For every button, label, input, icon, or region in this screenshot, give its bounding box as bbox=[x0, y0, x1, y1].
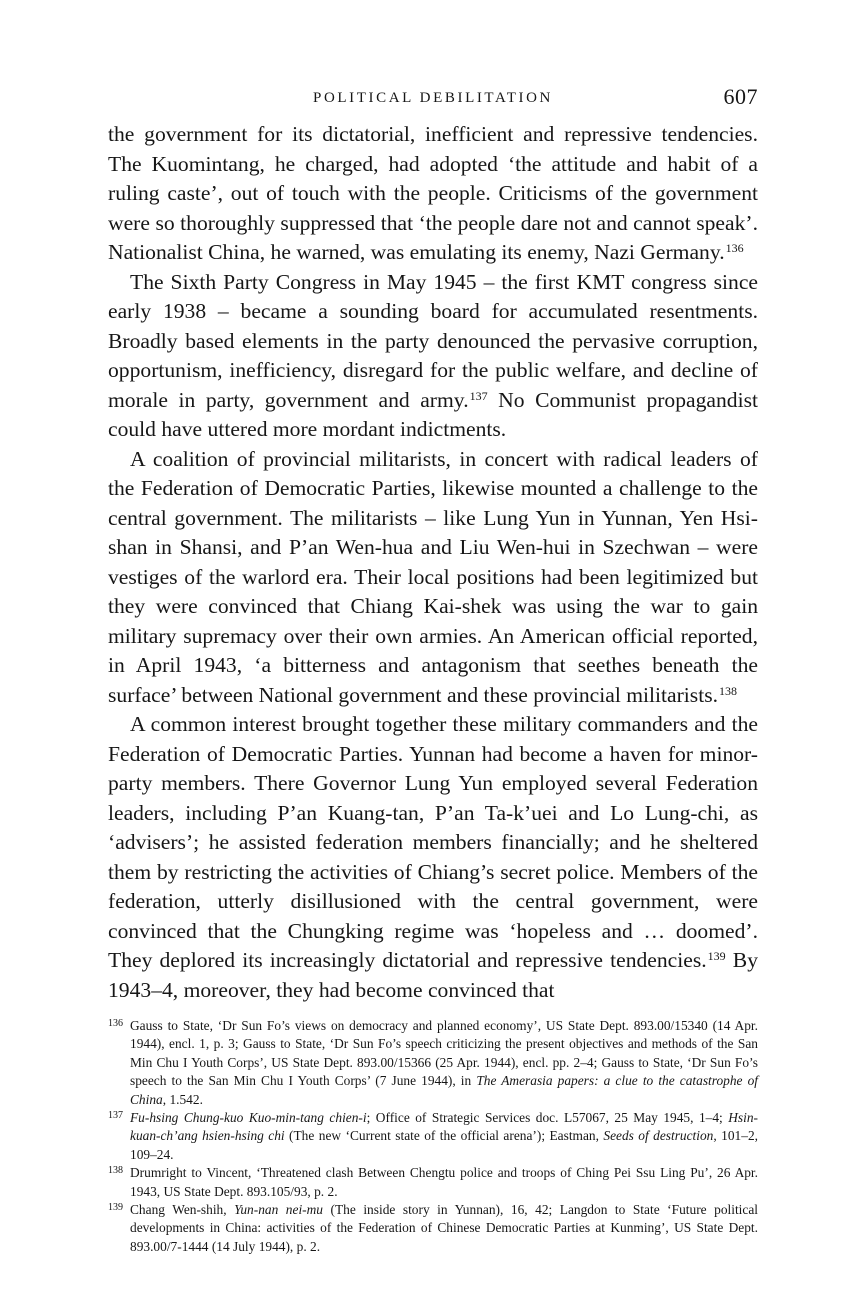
paragraph: A common interest brought together these military commanders and the Federation of Democratic Parties. Yunnan had become a haven for minor-party members. There Governor Lung Yun employed several Federation leaders, including P’an Kuang-tan, P’an Ta-k’uei and Lo Lung-chi, as ‘advisers’; he assisted federation members financially; and he sheltered them by restricting the activities of Chiang’s secret police. Members of the federation, utterly disillusioned with the central government, were convinced that the Chungking regime was ‘hopeless and … doomed’. They deplored its increasingly dictatorial and repressive tendencies.$^{139}$ By 1943–4, moreover, they had become convinced that bbox=[108, 712, 758, 1002]
footnote-number: 136 bbox=[108, 1018, 123, 1029]
footnote: 137 Fu-hsing Chung-kuo Kuo-min-tang chien-i; Office of Strategic Services doc. L57067, 25 May 1945, 1–4; Hsin-kuan-ch’ang hsien-hsing chi (The new ‘Current state of the official arena’); Eastman, Seeds of destruction, 101–2, 109–24. bbox=[108, 1110, 758, 1162]
page-number: 607 bbox=[723, 84, 758, 109]
running-title: POLITICAL DEBILITATION bbox=[313, 90, 553, 106]
footnote: 136 Gauss to State, ‘Dr Sun Fo’s views on democracy and planned economy’, US State Dept. 893.00/15340 (14 Apr. 1944), encl. 1, p. 3; Gauss to State, ‘Dr Sun Fo’s speech criticizing the present objectives and methods of the San Min Chu I Youth Corps’, US State Dept. 893.00/15366 (25 Apr. 1944), encl. pp. 2–4; Gauss to State, ‘Dr Sun Fo’s speech to the San Min Chu I Youth Corps’ (7 June 1944), in The Amerasia papers: a clue to the catastrophe of China, 1.542. bbox=[108, 1018, 758, 1107]
footnotes bbox=[108, 1017, 758, 1256]
footnote-number: 137 bbox=[108, 1110, 123, 1122]
footnote-reference: 137 bbox=[469, 388, 488, 403]
footnote: 139 Chang Wen-shih, Yun-nan nei-mu (The inside story in Yunnan), 16, 42; Langdon to State ‘Future political developments in China: activities of the Federation of Chinese Democratic Parties at Kunming’, US State Dept. 893.00/7-1444 (14 July 1944), p. 2. bbox=[108, 1202, 759, 1254]
footnote-reference: 138 bbox=[719, 683, 738, 698]
paragraph: The Sixth Party Congress in May 1945 – the first KMT congress since early 1938 – became a sounding board for accumulated resentments. Broadly based elements in the party denounced the pervasive corruption, opportunism, inefficiency, disregard for the public welfare, and decline of morale in party, government and army.$^{137}$ No Communist propagandist could have uttered more mordant indictments. bbox=[108, 269, 758, 441]
footnote-number: 139 bbox=[108, 1202, 123, 1214]
footnote-number: 138 bbox=[108, 1165, 123, 1177]
footnote-reference: 136 bbox=[725, 241, 744, 256]
paragraph: A coalition of provincial militarists, in concert with radical leaders of the Federation of Democratic Parties, likewise mounted a challenge to the central government. The militarists – like Lung Yun in Yunnan, Yen Hsi-shan in Shansi, and P’an Wen-hua and Liu Wen-hui in Szechwan – were vestiges of the warlord era. Their local positions had been legitimized but they were convinced that Chiang Kai-shek was using the war to gain military supremacy over their own armies. An American official reported, in April 1943, ‘a bitterness and antagonism that seethes beneath the surface’ between National government and these provincial militarists.$^{138}$ bbox=[108, 446, 758, 707]
body-text bbox=[108, 120, 758, 1005]
paragraph: the government for its dictatorial, inefficient and repressive tendencies. The Kuomintang, he charged, had adopted ‘the attitude and habit of a ruling caste’, out of touch with the people. Criticisms of the government were so thoroughly suppressed that ‘the people dare not and cannot speak’. Nationalist China, he warned, was emulating its enemy, Nazi Germany.$^{136}$ bbox=[108, 122, 758, 264]
footnote: 138 Drumright to Vincent, ‘Threatened clash Between Chengtu police and troops of Ching Pei Ssu Ling Pu’, 26 Apr. 1943, US State Dept. 893.105/93, p. 2. bbox=[108, 1165, 758, 1199]
book-page bbox=[108, 84, 758, 1256]
footnote-reference: 139 bbox=[707, 949, 726, 964]
running-head bbox=[108, 84, 758, 120]
